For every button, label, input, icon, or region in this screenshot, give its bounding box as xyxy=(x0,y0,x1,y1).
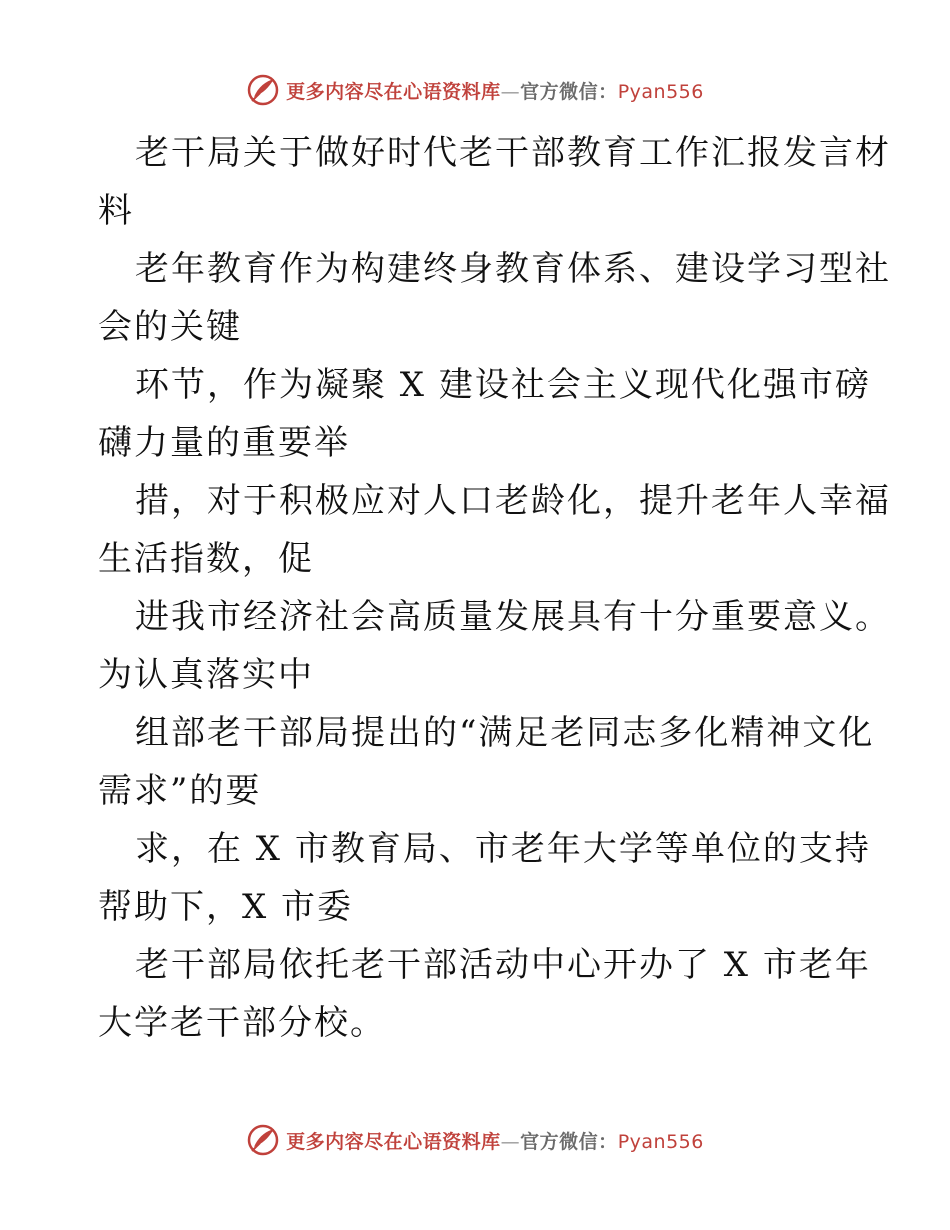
paragraph-line: 帮助下，X 市委 xyxy=(98,887,354,927)
document-body xyxy=(98,124,891,1052)
watermark-text xyxy=(286,1127,704,1154)
footer-watermark xyxy=(0,1120,950,1160)
watermark-dash: — xyxy=(500,1130,521,1153)
watermark-wechat-id: Pyan556 xyxy=(617,80,704,103)
watermark-dash: — xyxy=(500,80,521,103)
header-watermark xyxy=(0,70,950,110)
quill-logo-icon xyxy=(246,73,280,107)
paragraph-line: 进我市经济社会高质量发展具有十分重要意义。 xyxy=(135,597,891,637)
paragraph-line: 老年教育作为构建终身教育体系、建设学习型社 xyxy=(135,249,891,289)
paragraph-line: 为认真落实中 xyxy=(98,655,314,695)
paragraph-line: 环节，作为凝聚 X 建设社会主义现代化强市磅 xyxy=(135,365,871,405)
paragraph-line: 需求”的要 xyxy=(98,771,262,811)
paragraph-line: 措，对于积极应对人口老龄化，提升老年人幸福 xyxy=(135,481,891,521)
paragraph-line: 求，在 X 市教育局、市老年大学等单位的支持 xyxy=(135,829,871,869)
watermark-lead: 更多内容尽在心语资料库 xyxy=(286,80,501,103)
paragraph-line: 生活指数，促 xyxy=(98,539,314,579)
quill-logo-icon xyxy=(246,1123,280,1157)
watermark-wechat-id: Pyan556 xyxy=(617,1130,704,1153)
document-title-line-1: 老干局关于做好时代老干部教育工作汇报发言材 xyxy=(135,133,891,173)
paragraph-line: 礴力量的重要举 xyxy=(98,423,350,463)
watermark-text xyxy=(286,77,704,104)
paragraph-line: 大学老干部分校。 xyxy=(98,1003,386,1043)
watermark-wechat-label: 官方微信： xyxy=(520,80,618,103)
paragraph-line: 组部老干部局提出的“满足老同志多化精神文化 xyxy=(135,713,875,753)
paragraph-line: 老干部局依托老干部活动中心开办了 X 市老年 xyxy=(135,945,871,985)
watermark-wechat-label: 官方微信： xyxy=(520,1130,618,1153)
watermark-lead: 更多内容尽在心语资料库 xyxy=(286,1130,501,1153)
paragraph-line: 会的关键 xyxy=(98,307,242,347)
document-title-line-2: 料 xyxy=(98,191,134,231)
